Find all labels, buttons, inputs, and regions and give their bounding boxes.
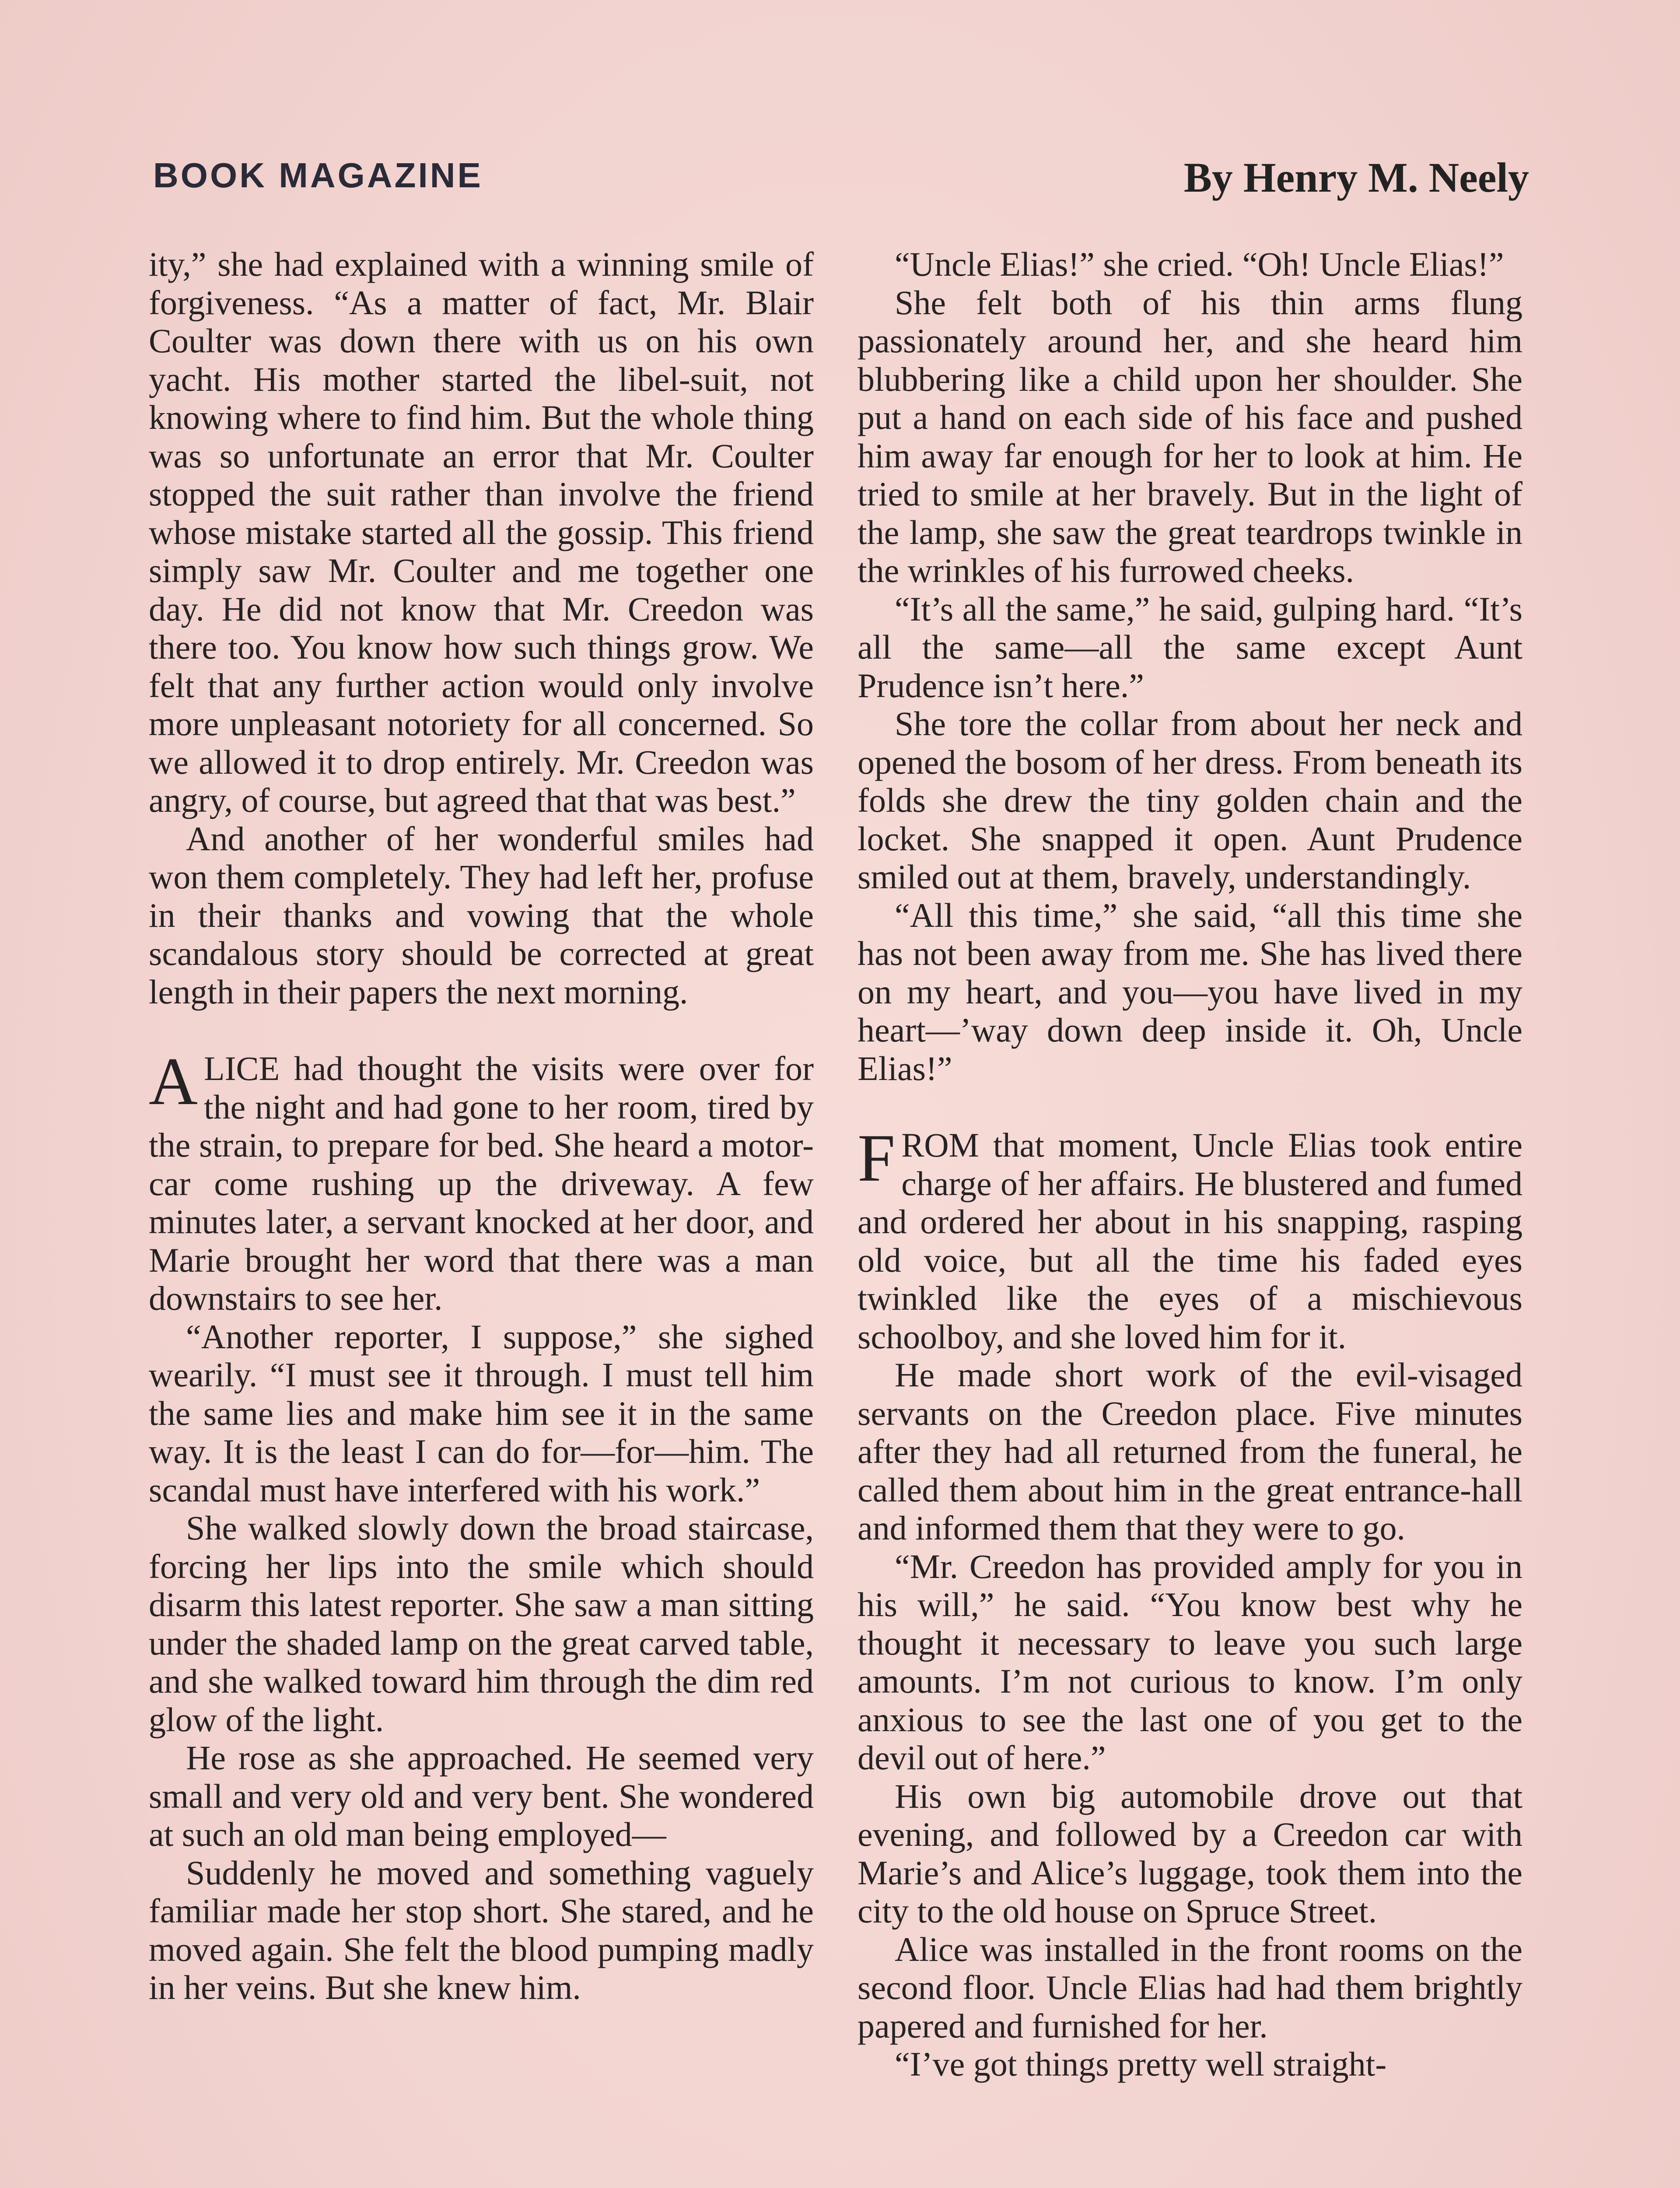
drop-cap-paragraph xyxy=(858,1120,1522,1356)
paragraph: He rose as she approached. He seemed very small and very old and very bent. She wondered at such an old man being employed— xyxy=(149,1739,814,1853)
paragraph: He made short work of the evil-visaged servants on the Creedon place. Five minutes after they had all returned from the funeral, he called them about him in the great entrance-hall and informed them that they were to go. xyxy=(858,1356,1522,1547)
paragraph: His own big automobile drove out that evening, and followed by a Creedon car with Marie’s and Alice’s luggage, took them into the city to the old house on Spruce Street. xyxy=(858,1777,1522,1930)
paragraph-text: ROM that moment, Uncle Elias took entire charge of her affairs. He blustered and fumed and ordered her about in his snapping, rasping old voice, but all the time his faded eyes twinkled like the eyes of a mischievous schoolboy, and she loved him for it. xyxy=(858,1126,1522,1356)
paragraph: She felt both of his thin arms flung passionately around her, and she heard him blubbering like a child upon her shoulder. She put a hand on each side of his face and pushed him away far enough for her to look at him. He tried to smile at her bravely. But in the light of the lamp, she saw the great teardrops twinkle in the wrinkles of his furrowed cheeks. xyxy=(858,283,1522,589)
running-head-magazine: BOOK MAGAZINE xyxy=(153,156,483,195)
paragraph: “Uncle Elias!” she cried. “Oh! Uncle Elias!” xyxy=(895,245,1504,283)
drop-cap-paragraph xyxy=(149,1044,814,1318)
paragraph: She walked slowly down the broad staircase, forcing her lips into the smile which should disarm this latest reporter. She saw a man sitting under the shaded lamp on the great carved table, and she walked toward him through the dim red glow of the light. xyxy=(149,1509,814,1739)
paragraph-text: LICE had thought the visits were over for the night and had gone to her room, tired by the strain, to prepare for bed. She heard a motor-car come rushing up the driveway. A few minutes later, a servant knocked at her door, and Marie brought her word that there was a man downstairs to see her. xyxy=(149,1049,814,1317)
paragraph: ity,” she had explained with a winning smile of forgiveness. “As a matter of fact, Mr. Blair Coulter was down there with us on his own yacht. His mother started the libel-suit, not knowing where to find him. But the whole thing was so unfortunate an error that Mr. Coulter stopped the suit rather than involve the friend whose mistake started all the gossip. This friend simply saw Mr. Coulter and me together one day. He did not know that Mr. Creedon was there too. You know how such things grow. We felt that any further action would only involve more unpleasant notoriety for all concerned. So we allowed it to drop entirely. Mr. Creedon was angry, of course, but agreed that that was best.” xyxy=(149,245,814,819)
paragraph: She tore the collar from about her neck and opened the bosom of her dress. From beneath its folds she drew the tiny golden chain and the locket. She snapped it open. Aunt Prudence smiled out at them, bravely, understandingly. xyxy=(858,705,1522,896)
drop-cap: F xyxy=(858,1120,896,1196)
paragraph: Suddenly he moved and something vaguely familiar made her stop short. She stared, and he moved again. She felt the blood pumping madly in her veins. But she knew him. xyxy=(149,1853,814,2006)
running-head-author: By Henry M. Neely xyxy=(1183,154,1529,201)
right-column xyxy=(858,245,1522,2083)
paragraph: “It’s all the same,” he said, gulping hard. “It’s all the same—all the same except Aunt Prudence isn’t here.” xyxy=(858,589,1522,705)
drop-cap: A xyxy=(149,1044,198,1119)
left-column xyxy=(149,245,814,2007)
paragraph: And another of her wonderful smiles had won them completely. They had left her, profuse in their thanks and vowing that the whole scandalous story should be corrected at great length in their papers the next morning. xyxy=(149,819,814,1011)
paragraph: “I’ve got things pretty well straight- xyxy=(895,2045,1387,2083)
paragraph: Alice was installed in the front rooms on the second floor. Uncle Elias had had them brightly papered and furnished for her. xyxy=(858,1930,1522,2045)
paragraph: “Mr. Creedon has provided amply for you in his will,” he said. “You know best why he thought it necessary to leave you such large amounts. I’m not curious to know. I’m only anxious to see the last one of you get to the devil out of here.” xyxy=(858,1547,1522,1777)
paragraph: “All this time,” she said, “all this time she has not been away from me. She has lived there on my heart, and you—you have lived in my heart—’way down deep inside it. Oh, Uncle Elias!” xyxy=(858,896,1522,1087)
paragraph: “Another reporter, I suppose,” she sighed wearily. “I must see it through. I must tell him the same lies and make him see it in the same way. It is the least I can do for—for—him. The scandal must have interfered with his work.” xyxy=(149,1317,814,1509)
